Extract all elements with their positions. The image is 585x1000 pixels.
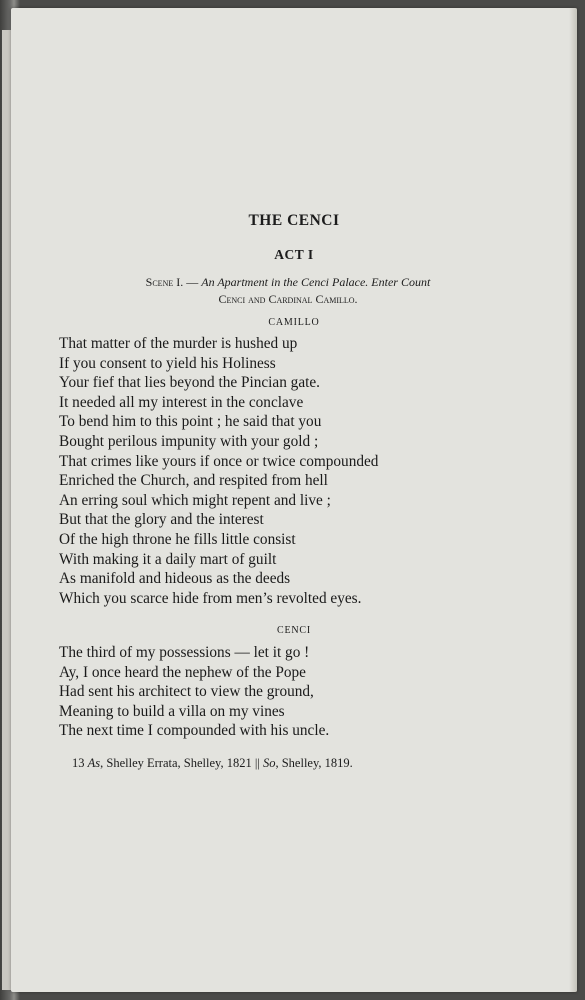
- verse-line: To bend him to this point ; he said that you: [59, 413, 322, 431]
- verse-line: That matter of the murder is hushed up: [59, 335, 298, 352]
- footnote-source-2: , Shelley, 1819.: [275, 756, 353, 770]
- footnote-source-1: , Shelley Errata, Shelley, 1821 ||: [100, 756, 263, 770]
- verse-line: It needed all my interest in the conclave: [59, 393, 304, 411]
- footnote-reading-so: So: [262, 756, 276, 770]
- verse-line: An erring soul which might repent and live ;: [59, 491, 331, 509]
- verse-line: That crimes like yours if once or twice compounded: [59, 452, 379, 470]
- verse-line: The next time I compounded with his uncle.: [59, 722, 330, 740]
- verse-line: Ay, I once heard the nephew of the Pope: [59, 663, 306, 681]
- footnote: [72, 756, 353, 771]
- verse-line: The third of my possessions — let it go !: [59, 644, 310, 661]
- verse-line: As manifold and hideous as the deeds: [59, 570, 291, 588]
- scene-heading: [58, 274, 518, 308]
- verse-line: Had sent his architect to view the ground,: [59, 683, 314, 701]
- verse-line: With making it a daily mart of guilt: [59, 550, 277, 568]
- verse-line: Bought perilous impunity with your gold ;: [59, 432, 319, 450]
- footnote-reading-as: As: [87, 756, 101, 770]
- speaker-camillo: CAMILLO: [268, 317, 320, 328]
- scene-description: An Apartment in the Cenci Palace. Enter Count: [201, 275, 431, 289]
- verse-line: Your fief that lies beyond the Pincian gate.: [59, 374, 320, 392]
- verse-line: If you consent to yield his Holiness: [59, 354, 276, 372]
- act-heading: ACT I: [274, 247, 314, 262]
- verse-line: But that the glory and the interest: [59, 511, 264, 529]
- speech-cenci: [59, 643, 329, 741]
- verse-line: Enriched the Church, and respited from hell: [59, 472, 328, 490]
- page-edge-shadow: [569, 8, 577, 992]
- scene-description-cont: Cenci and Cardinal Camillo.: [218, 292, 358, 306]
- speech-camillo: [59, 334, 378, 608]
- speaker-cenci: CENCI: [277, 625, 311, 636]
- scene-dash: —: [183, 275, 202, 289]
- footnote-line-number: 13: [72, 756, 85, 770]
- play-title: THE CENCI: [248, 212, 340, 229]
- scene-label: Scene I.: [145, 275, 184, 289]
- verse-line: Which you scarce hide from men’s revolted eyes.: [59, 589, 362, 607]
- book-page: [11, 8, 577, 992]
- verse-line: Meaning to build a villa on my vines: [59, 702, 285, 720]
- verse-line: Of the high throne he fills little consist: [59, 530, 296, 548]
